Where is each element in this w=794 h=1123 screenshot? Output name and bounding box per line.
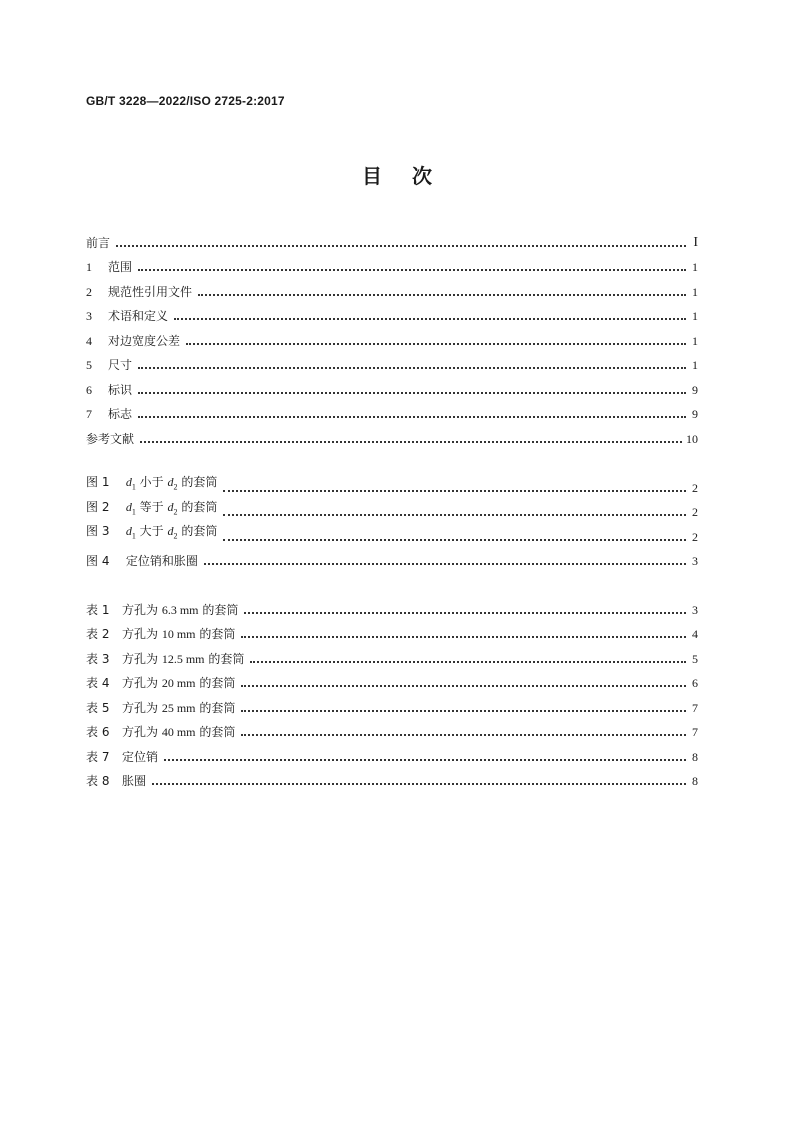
toc-entry-table-4[interactable] xyxy=(86,667,698,692)
leader-dots xyxy=(223,514,686,516)
toc-label: 表 1 方孔为 6.3 mm 的套筒 xyxy=(86,602,239,617)
leader-dots xyxy=(204,563,686,565)
toc-label: 参考文献 xyxy=(86,431,135,446)
leader-dots xyxy=(241,636,686,638)
toc-label: 表 2 方孔为 10 mm 的套筒 xyxy=(86,627,236,641)
page-number: 9 xyxy=(692,382,698,397)
toc-entry-bibliography[interactable] xyxy=(86,422,698,447)
leader-dots xyxy=(241,734,686,736)
toc-entry-scope[interactable] xyxy=(86,251,698,276)
leader-dots xyxy=(223,490,686,492)
toc-entry-figure-1[interactable] xyxy=(86,471,698,496)
toc-label: 4 对边宽度公差 xyxy=(86,333,181,348)
toc-entry-figure-3[interactable] xyxy=(86,520,698,545)
toc-entry-preface[interactable] xyxy=(86,226,698,251)
toc-entry-normative-references[interactable] xyxy=(86,275,698,300)
toc-label: 6 标识 xyxy=(86,382,133,397)
toc-entry-table-2[interactable] xyxy=(86,618,698,643)
toc-label: 图 2 $d_1$ 等于 $d_2$ 的套筒 xyxy=(86,499,218,516)
toc-entry-table-3[interactable] xyxy=(86,642,698,667)
leader-dots xyxy=(174,318,686,320)
leader-dots xyxy=(138,367,686,369)
toc-label: 表 3 方孔为 12.5 mm 的套筒 xyxy=(86,651,245,666)
leader-dots xyxy=(241,685,686,687)
leader-dots xyxy=(164,759,686,761)
toc-label: 表 6 方孔为 40 mm 的套筒 xyxy=(86,725,236,739)
toc-entry-marking[interactable] xyxy=(86,398,698,423)
leader-dots xyxy=(138,269,686,271)
page-number: 4 xyxy=(692,627,698,641)
toc-entry-table-1[interactable] xyxy=(86,593,698,618)
page-number: 2 xyxy=(692,480,698,495)
page-number: 7 xyxy=(692,725,698,739)
toc-entry-table-8[interactable] xyxy=(86,765,698,790)
toc-entry-terms-definitions[interactable] xyxy=(86,300,698,325)
toc-entry-width-tolerance[interactable] xyxy=(86,324,698,349)
toc-sections xyxy=(86,226,698,447)
leader-dots xyxy=(138,392,686,394)
toc-label: 1 范围 xyxy=(86,260,133,274)
standard-code: GB/T 3228—2022/ISO 2725-2:2017 xyxy=(86,94,285,108)
toc-entry-dimensions[interactable] xyxy=(86,349,698,374)
toc-label: 7 标志 xyxy=(86,407,133,421)
leader-dots xyxy=(250,661,686,663)
leader-dots xyxy=(241,710,686,712)
page-number: I xyxy=(693,234,698,250)
toc-label: 表 4 方孔为 20 mm 的套筒 xyxy=(86,676,236,690)
leader-dots xyxy=(116,245,686,247)
page-number: 9 xyxy=(692,407,698,421)
toc-label: 图 3 $d_1$ 大于 $d_2$ 的套筒 xyxy=(86,524,218,541)
leader-dots xyxy=(198,294,686,296)
toc-label: 3 术语和定义 xyxy=(86,309,169,323)
toc-label: 图 1 $d_1$ 小于 $d_2$ 的套筒 xyxy=(86,475,218,492)
toc-entry-table-7[interactable] xyxy=(86,740,698,765)
leader-dots xyxy=(186,343,686,345)
toc-entry-table-6[interactable] xyxy=(86,716,698,741)
toc-label: 5 尺寸 xyxy=(86,358,133,372)
toc-label: 表 8 胀圈 xyxy=(86,774,147,788)
page-number: 7 xyxy=(692,700,698,715)
toc-figures xyxy=(86,471,698,569)
toc-entry-figure-2[interactable] xyxy=(86,496,698,521)
page-number: 8 xyxy=(692,749,698,764)
toc-label: 表 7 定位销 xyxy=(86,749,159,764)
page-number: 2 xyxy=(692,505,698,519)
toc-tables xyxy=(86,593,698,789)
page-title: 目次 xyxy=(362,164,462,188)
page-number: 5 xyxy=(692,651,698,666)
page-number: 1 xyxy=(692,358,698,372)
page-number: 1 xyxy=(692,309,698,323)
toc-label: 前言 xyxy=(86,235,111,250)
leader-dots xyxy=(244,612,686,614)
page-number: 6 xyxy=(692,676,698,690)
page-number: 10 xyxy=(686,431,698,446)
page-number: 3 xyxy=(692,554,698,568)
toc-entry-designation[interactable] xyxy=(86,373,698,398)
page-number: 1 xyxy=(692,333,698,348)
page-number: 1 xyxy=(692,260,698,274)
page-number: 2 xyxy=(692,529,698,544)
toc-label: 表 5 方孔为 25 mm 的套筒 xyxy=(86,700,236,715)
toc-entry-table-5[interactable] xyxy=(86,691,698,716)
leader-dots xyxy=(140,441,682,443)
page-number: 3 xyxy=(692,602,698,617)
leader-dots xyxy=(138,416,686,418)
toc-label: 图 4 定位销和胀圈 xyxy=(86,554,198,568)
toc-entry-figure-4[interactable] xyxy=(86,545,698,570)
leader-dots xyxy=(152,783,686,785)
page-number: 8 xyxy=(692,774,698,788)
leader-dots xyxy=(223,539,686,541)
toc-label: 2 规范性引用文件 xyxy=(86,284,193,299)
page-number: 1 xyxy=(692,284,698,299)
